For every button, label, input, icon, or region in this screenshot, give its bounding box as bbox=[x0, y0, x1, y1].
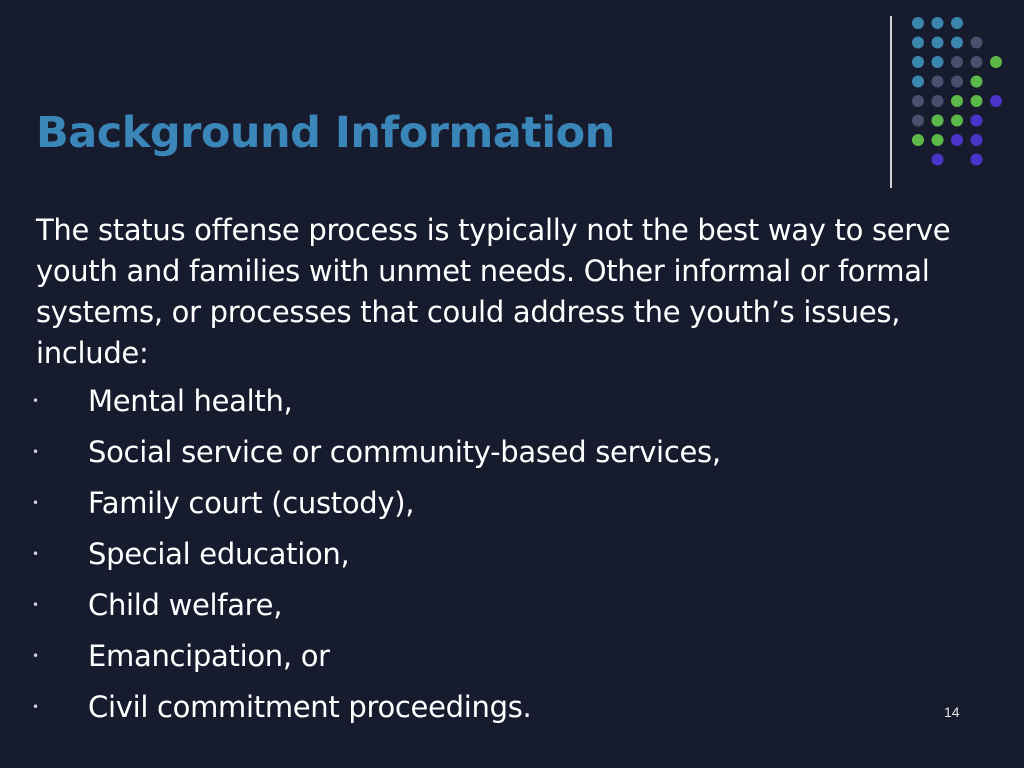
bullet-text: Civil commitment proceedings. bbox=[88, 690, 532, 724]
decorative-dot bbox=[951, 95, 963, 107]
decorative-dot bbox=[912, 76, 924, 88]
bullet-icon: • bbox=[32, 700, 39, 714]
decorative-dot bbox=[932, 115, 944, 127]
decorative-dot bbox=[932, 56, 944, 68]
slide-title: Background Information bbox=[36, 108, 615, 158]
decorative-dot bbox=[990, 56, 1002, 68]
decorative-dot bbox=[971, 115, 983, 127]
decorative-dot bbox=[951, 37, 963, 49]
decorative-dot bbox=[912, 95, 924, 107]
decorative-dot bbox=[951, 76, 963, 88]
decorative-dot bbox=[971, 95, 983, 107]
bullet-item bbox=[32, 580, 996, 631]
decorative-dot bbox=[932, 134, 944, 146]
dot-grid-decoration bbox=[909, 14, 1009, 174]
decorative-dot bbox=[912, 115, 924, 127]
decorative-dot bbox=[951, 56, 963, 68]
bullet-item bbox=[32, 478, 996, 529]
bullet-item bbox=[32, 376, 996, 427]
decorative-dot bbox=[951, 115, 963, 127]
decorative-dot bbox=[971, 37, 983, 49]
bullet-item bbox=[32, 631, 996, 682]
bullet-item bbox=[32, 427, 996, 478]
decorative-dot bbox=[971, 154, 983, 166]
bullet-text: Emancipation, or bbox=[88, 639, 330, 673]
intro-paragraph: The status offense process is typically not the best way to serve youth and families with unmet needs. Other informal or formal systems, or processes that could address the youth’s issues, include: bbox=[36, 213, 951, 370]
bullet-text: Special education, bbox=[88, 537, 350, 571]
decorative-dot bbox=[951, 17, 963, 29]
decorative-dot bbox=[932, 37, 944, 49]
slide-body bbox=[32, 210, 996, 733]
bullet-text: Mental health, bbox=[88, 384, 293, 418]
decorative-dot bbox=[912, 134, 924, 146]
bullet-icon: • bbox=[32, 445, 39, 459]
bullet-list bbox=[32, 376, 996, 733]
decorative-dot bbox=[990, 95, 1002, 107]
decorative-dot bbox=[971, 134, 983, 146]
decorative-dot bbox=[912, 17, 924, 29]
decorative-dot bbox=[932, 154, 944, 166]
bullet-item bbox=[32, 682, 996, 733]
decorative-dot bbox=[912, 37, 924, 49]
bullet-icon: • bbox=[32, 547, 39, 561]
bullet-text: Family court (custody), bbox=[88, 486, 415, 520]
bullet-icon: • bbox=[32, 649, 39, 663]
decorative-dot bbox=[932, 76, 944, 88]
bullet-item bbox=[32, 529, 996, 580]
bullet-text: Child welfare, bbox=[88, 588, 283, 622]
bullet-icon: • bbox=[32, 394, 39, 408]
decorative-dot bbox=[932, 17, 944, 29]
decorative-dot bbox=[951, 134, 963, 146]
decorative-dot bbox=[932, 95, 944, 107]
page-number: 14 bbox=[944, 704, 960, 720]
decorative-dot bbox=[912, 56, 924, 68]
vertical-divider bbox=[890, 16, 892, 188]
bullet-text: Social service or community-based services, bbox=[88, 435, 721, 469]
bullet-icon: • bbox=[32, 598, 39, 612]
bullet-icon: • bbox=[32, 496, 39, 510]
decorative-dot bbox=[971, 56, 983, 68]
decorative-dot bbox=[971, 76, 983, 88]
